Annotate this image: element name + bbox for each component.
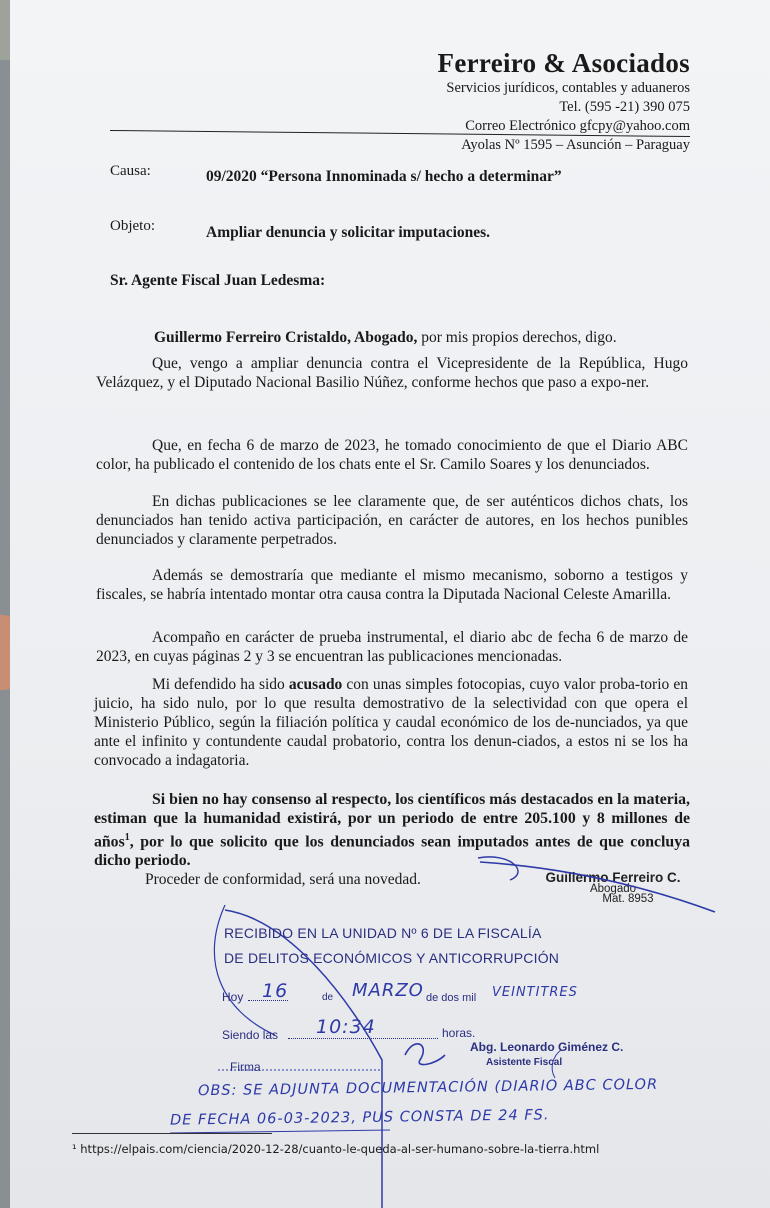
stamp-year: VEINTITRES: [492, 985, 578, 1000]
stamp-line-1: RECIBIDO EN LA UNIDAD Nº 6 DE LA FISCALÍA: [224, 925, 542, 941]
stamp-day: 16: [262, 980, 289, 1002]
stamp-de-dos-mil: de dos mil: [426, 992, 477, 1004]
firm-address: Ayolas Nº 1595 – Asunción – Paraguay: [461, 137, 690, 153]
document-page: [10, 0, 770, 1208]
addressee: Sr. Agente Fiscal Juan Ledesma:: [110, 272, 326, 289]
paragraph-3: En dichas publicaciones se lee claramente que, de ser auténticos dichos chats, los denunciados han tenido activa participación, en carácter de autores, en los hechos punibles denunciados y claramente perpetrados.: [96, 493, 688, 548]
stamp-time: 10:34: [316, 1016, 376, 1038]
paragraph-5: Acompaño en carácter de prueba instrumental, el diario abc de fecha 6 de marzo de 2023, en cuyas páginas 2 y 3 se encuentran las publicaciones mencionadas.: [96, 629, 688, 665]
stamp-firma-label: Firma: [230, 1060, 261, 1074]
official-name: Abg. Leonardo Giménez C.: [470, 1040, 624, 1054]
p6-bold: acusado: [288, 676, 343, 693]
handwritten-note-line-1: OBS: SE ADJUNTA DOCUMENTACIÓN (DIARIO ABC COLOR: [197, 1076, 659, 1100]
intro-name: Guillermo Ferreiro Cristaldo, Abogado,: [154, 329, 418, 346]
signature-mat: Mat. 8953: [602, 893, 654, 905]
stamp-line-2: DE DELITOS ECONÓMICOS Y ANTICORRUPCIÓN: [224, 950, 560, 966]
signature-name: Guillermo Ferreiro C.: [545, 870, 681, 885]
signature-title: Abogado: [589, 883, 637, 895]
closing-line: Proceder de conformidad, será una novedad.: [145, 871, 421, 888]
stamp-hoy-label: Hoy: [222, 990, 244, 1004]
causa-label: Causa:: [110, 163, 151, 179]
firm-services: Servicios jurídicos, contables y aduaneros: [446, 80, 690, 96]
stamp-siendo-label: Siendo las: [222, 1028, 279, 1042]
objeto-label: Objeto:: [110, 218, 155, 234]
pen-strokes: [10, 0, 770, 1208]
firm-name: Ferreiro & Asociados: [437, 48, 690, 78]
footnote-url: ¹ https://elpais.com/ciencia/2020-12-28/cuanto-le-queda-al-ser-humano-sobre-la-tierra.html: [72, 1142, 600, 1156]
footnote-ref: 1: [124, 832, 130, 843]
official-role: Asistente Fiscal: [486, 1057, 563, 1068]
footnote-divider: [72, 1133, 272, 1134]
stamp-de-1: de: [322, 992, 334, 1003]
p6-end: con unas simples fotocopias, cuyo valor proba-torio en juicio, ha sido nulo, por lo que resulta demostrativo de la selectividad con que opera el Ministerio Público, según la filiación política y caudal económico de los de-nunciados, ya que ante el infinito y contundente caudal probatorio, contra los denun-ciados, a estos ni se los ha convocado a indagatoria.: [94, 676, 688, 769]
objeto-value: Ampliar denuncia y solicitar imputaciones.: [206, 224, 491, 241]
firm-phone: Tel. (595 -21) 390 075: [559, 99, 690, 115]
stamp-month: MARZO: [352, 980, 424, 1001]
p7-start: Si bien no hay consenso al respecto, los científicos más destacados en la materia, estiman que la humanidad existirá, por un periodo de entre 205.100 y 8 millones de años: [94, 791, 690, 851]
paragraph-1: Que, vengo a ampliar denuncia contra el Vicepresidente de la República, Hugo Velázquez, y el Diputado Nacional Basilio Núñez, conforme hechos que paso a expo-ner.: [96, 355, 688, 391]
paragraph-4: Además se demostraría que mediante el mismo mecanismo, soborno a testigos y fiscales, se habría intentado montar otra causa contra la Diputada Nacional Celeste Amarilla.: [96, 567, 688, 603]
stamp-siendo-dots: [288, 1038, 438, 1039]
firm-email: Correo Electrónico gfcpy@yahoo.com: [465, 118, 690, 134]
intro-rest: por mis propios derechos, digo.: [417, 329, 617, 346]
paragraph-2: Que, en fecha 6 de marzo de 2023, he tomado conocimiento de que el Diario ABC color, ha publicado el contenido de los chats ente el Sr. Camilo Soares y los denunciados.: [96, 437, 688, 473]
handwritten-note-line-2: DE FECHA 06-03-2023, PUS CONSTA DE 24 FS.: [169, 1107, 550, 1129]
p7-end: , por lo que solicito que los denunciados sean imputados antes de que concluya dicho periodo.: [94, 833, 690, 870]
stamp-horas: horas.: [442, 1026, 476, 1040]
p6-start: Mi defendido ha sido: [152, 676, 289, 693]
causa-value: 09/2020 “Persona Innominada s/ hecho a determinar”: [206, 168, 562, 185]
